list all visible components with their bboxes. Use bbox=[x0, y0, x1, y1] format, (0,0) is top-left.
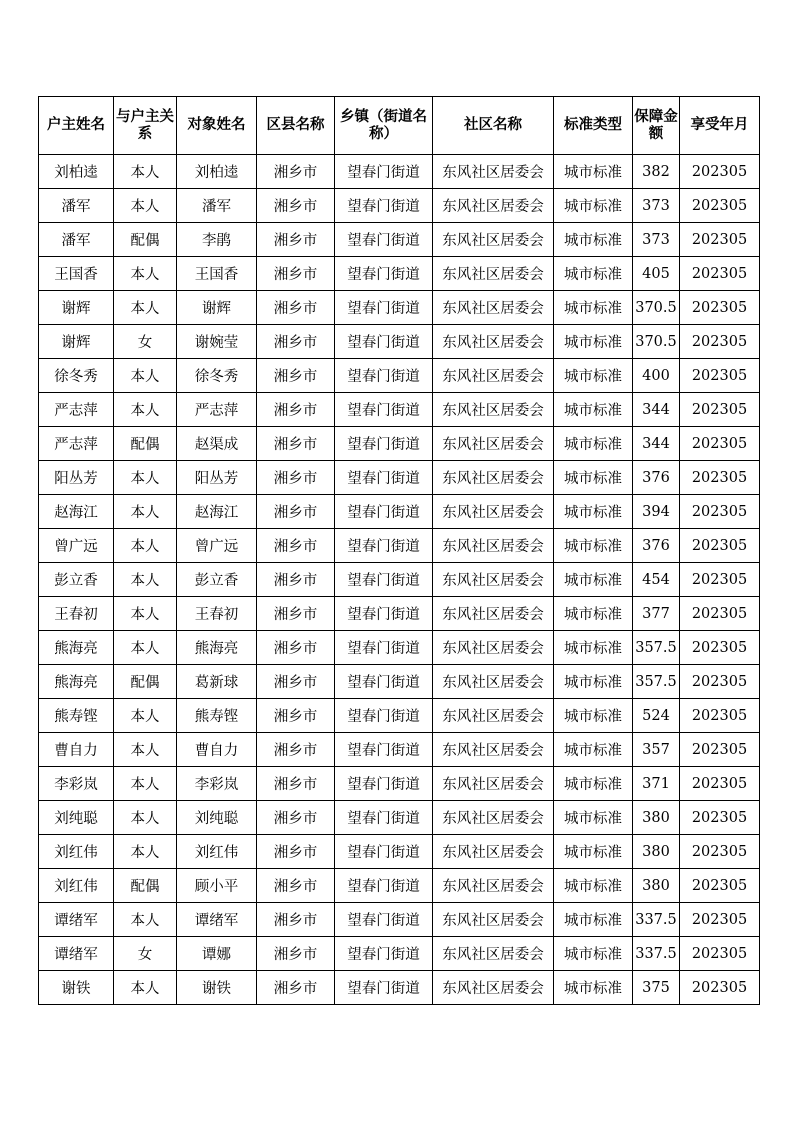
cell-amount: 370.5 bbox=[633, 291, 680, 325]
cell-relation: 本人 bbox=[114, 257, 177, 291]
cell-beneficiary-name: 刘红伟 bbox=[177, 835, 257, 869]
cell-county: 湘乡市 bbox=[257, 189, 335, 223]
cell-relation: 本人 bbox=[114, 903, 177, 937]
table-row bbox=[39, 495, 760, 529]
cell-relation: 本人 bbox=[114, 189, 177, 223]
cell-standard-type: 城市标准 bbox=[554, 903, 633, 937]
table-row bbox=[39, 563, 760, 597]
cell-township: 望春门街道 bbox=[335, 971, 433, 1005]
cell-township: 望春门街道 bbox=[335, 903, 433, 937]
table-row bbox=[39, 597, 760, 631]
cell-standard-type: 城市标准 bbox=[554, 597, 633, 631]
cell-month: 202305 bbox=[680, 189, 760, 223]
cell-community: 东风社区居委会 bbox=[433, 801, 554, 835]
cell-beneficiary-name: 刘柏逵 bbox=[177, 155, 257, 189]
cell-month: 202305 bbox=[680, 597, 760, 631]
cell-amount: 373 bbox=[633, 189, 680, 223]
cell-relation: 本人 bbox=[114, 801, 177, 835]
cell-householder-name: 李彩岚 bbox=[39, 767, 114, 801]
table-row bbox=[39, 529, 760, 563]
cell-standard-type: 城市标准 bbox=[554, 767, 633, 801]
cell-community: 东风社区居委会 bbox=[433, 937, 554, 971]
cell-month: 202305 bbox=[680, 495, 760, 529]
cell-standard-type: 城市标准 bbox=[554, 937, 633, 971]
cell-householder-name: 熊海亮 bbox=[39, 631, 114, 665]
cell-relation: 配偶 bbox=[114, 869, 177, 903]
cell-county: 湘乡市 bbox=[257, 325, 335, 359]
cell-amount: 344 bbox=[633, 393, 680, 427]
table-row bbox=[39, 733, 760, 767]
cell-township: 望春门街道 bbox=[335, 495, 433, 529]
cell-beneficiary-name: 李彩岚 bbox=[177, 767, 257, 801]
cell-standard-type: 城市标准 bbox=[554, 257, 633, 291]
cell-relation: 本人 bbox=[114, 393, 177, 427]
cell-standard-type: 城市标准 bbox=[554, 699, 633, 733]
cell-township: 望春门街道 bbox=[335, 427, 433, 461]
cell-standard-type: 城市标准 bbox=[554, 529, 633, 563]
cell-community: 东风社区居委会 bbox=[433, 393, 554, 427]
cell-county: 湘乡市 bbox=[257, 393, 335, 427]
cell-beneficiary-name: 王国香 bbox=[177, 257, 257, 291]
cell-householder-name: 王春初 bbox=[39, 597, 114, 631]
cell-beneficiary-name: 严志萍 bbox=[177, 393, 257, 427]
cell-relation: 本人 bbox=[114, 529, 177, 563]
cell-beneficiary-name: 徐冬秀 bbox=[177, 359, 257, 393]
cell-township: 望春门街道 bbox=[335, 801, 433, 835]
cell-relation: 本人 bbox=[114, 971, 177, 1005]
cell-standard-type: 城市标准 bbox=[554, 665, 633, 699]
cell-standard-type: 城市标准 bbox=[554, 189, 633, 223]
cell-month: 202305 bbox=[680, 529, 760, 563]
table-row bbox=[39, 665, 760, 699]
cell-amount: 357.5 bbox=[633, 631, 680, 665]
cell-standard-type: 城市标准 bbox=[554, 835, 633, 869]
cell-relation: 女 bbox=[114, 937, 177, 971]
table-row bbox=[39, 801, 760, 835]
cell-community: 东风社区居委会 bbox=[433, 155, 554, 189]
header-community: 社区名称 bbox=[433, 97, 554, 155]
cell-county: 湘乡市 bbox=[257, 223, 335, 257]
cell-month: 202305 bbox=[680, 393, 760, 427]
cell-beneficiary-name: 谭绪军 bbox=[177, 903, 257, 937]
cell-community: 东风社区居委会 bbox=[433, 461, 554, 495]
cell-beneficiary-name: 李鹃 bbox=[177, 223, 257, 257]
cell-standard-type: 城市标准 bbox=[554, 631, 633, 665]
table-row bbox=[39, 971, 760, 1005]
cell-community: 东风社区居委会 bbox=[433, 733, 554, 767]
cell-township: 望春门街道 bbox=[335, 189, 433, 223]
cell-standard-type: 城市标准 bbox=[554, 801, 633, 835]
cell-county: 湘乡市 bbox=[257, 359, 335, 393]
cell-community: 东风社区居委会 bbox=[433, 699, 554, 733]
table-row bbox=[39, 189, 760, 223]
cell-amount: 376 bbox=[633, 461, 680, 495]
cell-township: 望春门街道 bbox=[335, 461, 433, 495]
cell-householder-name: 熊寿铿 bbox=[39, 699, 114, 733]
table-row bbox=[39, 223, 760, 257]
cell-community: 东风社区居委会 bbox=[433, 869, 554, 903]
cell-standard-type: 城市标准 bbox=[554, 971, 633, 1005]
cell-community: 东风社区居委会 bbox=[433, 529, 554, 563]
cell-community: 东风社区居委会 bbox=[433, 767, 554, 801]
cell-standard-type: 城市标准 bbox=[554, 325, 633, 359]
cell-township: 望春门街道 bbox=[335, 563, 433, 597]
cell-township: 望春门街道 bbox=[335, 529, 433, 563]
table-row bbox=[39, 767, 760, 801]
cell-county: 湘乡市 bbox=[257, 699, 335, 733]
cell-beneficiary-name: 顾小平 bbox=[177, 869, 257, 903]
cell-relation: 配偶 bbox=[114, 223, 177, 257]
cell-relation: 本人 bbox=[114, 155, 177, 189]
cell-month: 202305 bbox=[680, 291, 760, 325]
cell-month: 202305 bbox=[680, 937, 760, 971]
table-row bbox=[39, 631, 760, 665]
cell-householder-name: 谭绪军 bbox=[39, 903, 114, 937]
cell-standard-type: 城市标准 bbox=[554, 495, 633, 529]
cell-beneficiary-name: 彭立香 bbox=[177, 563, 257, 597]
cell-amount: 382 bbox=[633, 155, 680, 189]
header-row bbox=[39, 97, 760, 155]
cell-county: 湘乡市 bbox=[257, 631, 335, 665]
cell-community: 东风社区居委会 bbox=[433, 971, 554, 1005]
cell-township: 望春门街道 bbox=[335, 291, 433, 325]
cell-community: 东风社区居委会 bbox=[433, 359, 554, 393]
cell-county: 湘乡市 bbox=[257, 155, 335, 189]
cell-relation: 女 bbox=[114, 325, 177, 359]
header-householder-name: 户主姓名 bbox=[39, 97, 114, 155]
cell-community: 东风社区居委会 bbox=[433, 903, 554, 937]
cell-township: 望春门街道 bbox=[335, 155, 433, 189]
table-row bbox=[39, 325, 760, 359]
table-row bbox=[39, 359, 760, 393]
cell-amount: 454 bbox=[633, 563, 680, 597]
cell-community: 东风社区居委会 bbox=[433, 325, 554, 359]
table-row bbox=[39, 257, 760, 291]
cell-month: 202305 bbox=[680, 257, 760, 291]
cell-county: 湘乡市 bbox=[257, 257, 335, 291]
cell-householder-name: 刘纯聪 bbox=[39, 801, 114, 835]
cell-township: 望春门街道 bbox=[335, 869, 433, 903]
cell-township: 望春门街道 bbox=[335, 699, 433, 733]
cell-beneficiary-name: 曹自力 bbox=[177, 733, 257, 767]
cell-county: 湘乡市 bbox=[257, 461, 335, 495]
cell-beneficiary-name: 熊海亮 bbox=[177, 631, 257, 665]
cell-amount: 400 bbox=[633, 359, 680, 393]
cell-community: 东风社区居委会 bbox=[433, 495, 554, 529]
cell-month: 202305 bbox=[680, 155, 760, 189]
table-row bbox=[39, 393, 760, 427]
cell-month: 202305 bbox=[680, 223, 760, 257]
cell-standard-type: 城市标准 bbox=[554, 291, 633, 325]
cell-month: 202305 bbox=[680, 461, 760, 495]
header-amount: 保障金额 bbox=[633, 97, 680, 155]
cell-county: 湘乡市 bbox=[257, 835, 335, 869]
table-row bbox=[39, 835, 760, 869]
table-row bbox=[39, 461, 760, 495]
cell-standard-type: 城市标准 bbox=[554, 427, 633, 461]
cell-beneficiary-name: 谢婉莹 bbox=[177, 325, 257, 359]
cell-householder-name: 刘红伟 bbox=[39, 835, 114, 869]
cell-county: 湘乡市 bbox=[257, 291, 335, 325]
cell-beneficiary-name: 潘军 bbox=[177, 189, 257, 223]
cell-county: 湘乡市 bbox=[257, 665, 335, 699]
cell-householder-name: 曹自力 bbox=[39, 733, 114, 767]
cell-county: 湘乡市 bbox=[257, 903, 335, 937]
cell-relation: 本人 bbox=[114, 631, 177, 665]
cell-county: 湘乡市 bbox=[257, 529, 335, 563]
cell-relation: 本人 bbox=[114, 733, 177, 767]
cell-householder-name: 谢辉 bbox=[39, 291, 114, 325]
cell-relation: 本人 bbox=[114, 495, 177, 529]
cell-month: 202305 bbox=[680, 903, 760, 937]
cell-township: 望春门街道 bbox=[335, 393, 433, 427]
cell-householder-name: 阳丛芳 bbox=[39, 461, 114, 495]
cell-township: 望春门街道 bbox=[335, 631, 433, 665]
cell-township: 望春门街道 bbox=[335, 733, 433, 767]
cell-householder-name: 熊海亮 bbox=[39, 665, 114, 699]
cell-standard-type: 城市标准 bbox=[554, 461, 633, 495]
cell-householder-name: 谢辉 bbox=[39, 325, 114, 359]
cell-month: 202305 bbox=[680, 665, 760, 699]
cell-beneficiary-name: 谭娜 bbox=[177, 937, 257, 971]
cell-township: 望春门街道 bbox=[335, 597, 433, 631]
table-row bbox=[39, 155, 760, 189]
cell-month: 202305 bbox=[680, 563, 760, 597]
cell-county: 湘乡市 bbox=[257, 495, 335, 529]
header-township: 乡镇（街道名称） bbox=[335, 97, 433, 155]
header-county: 区县名称 bbox=[257, 97, 335, 155]
cell-relation: 本人 bbox=[114, 767, 177, 801]
cell-householder-name: 严志萍 bbox=[39, 427, 114, 461]
cell-relation: 配偶 bbox=[114, 665, 177, 699]
cell-month: 202305 bbox=[680, 325, 760, 359]
cell-county: 湘乡市 bbox=[257, 801, 335, 835]
table-row bbox=[39, 937, 760, 971]
cell-beneficiary-name: 谢铁 bbox=[177, 971, 257, 1005]
cell-amount: 357 bbox=[633, 733, 680, 767]
cell-community: 东风社区居委会 bbox=[433, 257, 554, 291]
cell-householder-name: 谢铁 bbox=[39, 971, 114, 1005]
cell-householder-name: 彭立香 bbox=[39, 563, 114, 597]
cell-relation: 本人 bbox=[114, 461, 177, 495]
cell-township: 望春门街道 bbox=[335, 325, 433, 359]
table-row bbox=[39, 291, 760, 325]
cell-township: 望春门街道 bbox=[335, 937, 433, 971]
cell-standard-type: 城市标准 bbox=[554, 155, 633, 189]
cell-householder-name: 刘红伟 bbox=[39, 869, 114, 903]
cell-amount: 373 bbox=[633, 223, 680, 257]
cell-beneficiary-name: 谢辉 bbox=[177, 291, 257, 325]
cell-standard-type: 城市标准 bbox=[554, 393, 633, 427]
cell-county: 湘乡市 bbox=[257, 971, 335, 1005]
cell-community: 东风社区居委会 bbox=[433, 665, 554, 699]
cell-beneficiary-name: 曾广远 bbox=[177, 529, 257, 563]
cell-community: 东风社区居委会 bbox=[433, 597, 554, 631]
cell-standard-type: 城市标准 bbox=[554, 359, 633, 393]
cell-beneficiary-name: 赵海江 bbox=[177, 495, 257, 529]
cell-amount: 371 bbox=[633, 767, 680, 801]
cell-month: 202305 bbox=[680, 767, 760, 801]
cell-standard-type: 城市标准 bbox=[554, 733, 633, 767]
cell-community: 东风社区居委会 bbox=[433, 631, 554, 665]
cell-householder-name: 王国香 bbox=[39, 257, 114, 291]
cell-township: 望春门街道 bbox=[335, 359, 433, 393]
table-row bbox=[39, 699, 760, 733]
cell-month: 202305 bbox=[680, 801, 760, 835]
cell-month: 202305 bbox=[680, 733, 760, 767]
cell-householder-name: 严志萍 bbox=[39, 393, 114, 427]
cell-relation: 本人 bbox=[114, 597, 177, 631]
cell-amount: 524 bbox=[633, 699, 680, 733]
header-month: 享受年月 bbox=[680, 97, 760, 155]
cell-amount: 375 bbox=[633, 971, 680, 1005]
cell-county: 湘乡市 bbox=[257, 597, 335, 631]
cell-county: 湘乡市 bbox=[257, 869, 335, 903]
cell-amount: 357.5 bbox=[633, 665, 680, 699]
header-standard-type: 标准类型 bbox=[554, 97, 633, 155]
cell-county: 湘乡市 bbox=[257, 767, 335, 801]
cell-community: 东风社区居委会 bbox=[433, 223, 554, 257]
table-row bbox=[39, 869, 760, 903]
cell-county: 湘乡市 bbox=[257, 563, 335, 597]
cell-amount: 337.5 bbox=[633, 903, 680, 937]
cell-amount: 405 bbox=[633, 257, 680, 291]
cell-beneficiary-name: 葛新球 bbox=[177, 665, 257, 699]
cell-beneficiary-name: 阳丛芳 bbox=[177, 461, 257, 495]
cell-month: 202305 bbox=[680, 359, 760, 393]
cell-township: 望春门街道 bbox=[335, 223, 433, 257]
cell-relation: 配偶 bbox=[114, 427, 177, 461]
table-row bbox=[39, 903, 760, 937]
cell-county: 湘乡市 bbox=[257, 937, 335, 971]
cell-township: 望春门街道 bbox=[335, 257, 433, 291]
cell-relation: 本人 bbox=[114, 359, 177, 393]
table-body bbox=[39, 155, 760, 1005]
cell-community: 东风社区居委会 bbox=[433, 563, 554, 597]
header-beneficiary-name: 对象姓名 bbox=[177, 97, 257, 155]
cell-community: 东风社区居委会 bbox=[433, 291, 554, 325]
cell-beneficiary-name: 刘纯聪 bbox=[177, 801, 257, 835]
cell-amount: 380 bbox=[633, 801, 680, 835]
cell-householder-name: 赵海江 bbox=[39, 495, 114, 529]
cell-community: 东风社区居委会 bbox=[433, 835, 554, 869]
cell-amount: 376 bbox=[633, 529, 680, 563]
cell-community: 东风社区居委会 bbox=[433, 427, 554, 461]
cell-county: 湘乡市 bbox=[257, 427, 335, 461]
cell-amount: 394 bbox=[633, 495, 680, 529]
cell-beneficiary-name: 王春初 bbox=[177, 597, 257, 631]
cell-relation: 本人 bbox=[114, 699, 177, 733]
cell-amount: 380 bbox=[633, 869, 680, 903]
cell-township: 望春门街道 bbox=[335, 767, 433, 801]
cell-month: 202305 bbox=[680, 631, 760, 665]
cell-month: 202305 bbox=[680, 835, 760, 869]
cell-relation: 本人 bbox=[114, 291, 177, 325]
assistance-table bbox=[38, 96, 760, 1005]
cell-householder-name: 潘军 bbox=[39, 189, 114, 223]
cell-county: 湘乡市 bbox=[257, 733, 335, 767]
cell-householder-name: 曾广远 bbox=[39, 529, 114, 563]
cell-township: 望春门街道 bbox=[335, 665, 433, 699]
cell-amount: 380 bbox=[633, 835, 680, 869]
cell-community: 东风社区居委会 bbox=[433, 189, 554, 223]
cell-beneficiary-name: 熊寿铿 bbox=[177, 699, 257, 733]
cell-amount: 344 bbox=[633, 427, 680, 461]
cell-month: 202305 bbox=[680, 869, 760, 903]
header-relation: 与户主关系 bbox=[114, 97, 177, 155]
cell-amount: 377 bbox=[633, 597, 680, 631]
cell-month: 202305 bbox=[680, 427, 760, 461]
cell-relation: 本人 bbox=[114, 563, 177, 597]
cell-standard-type: 城市标准 bbox=[554, 563, 633, 597]
cell-standard-type: 城市标准 bbox=[554, 869, 633, 903]
cell-standard-type: 城市标准 bbox=[554, 223, 633, 257]
cell-township: 望春门街道 bbox=[335, 835, 433, 869]
cell-month: 202305 bbox=[680, 971, 760, 1005]
cell-month: 202305 bbox=[680, 699, 760, 733]
cell-amount: 337.5 bbox=[633, 937, 680, 971]
cell-relation: 本人 bbox=[114, 835, 177, 869]
cell-amount: 370.5 bbox=[633, 325, 680, 359]
cell-householder-name: 潘军 bbox=[39, 223, 114, 257]
cell-householder-name: 谭绪军 bbox=[39, 937, 114, 971]
cell-householder-name: 刘柏逵 bbox=[39, 155, 114, 189]
cell-householder-name: 徐冬秀 bbox=[39, 359, 114, 393]
table-row bbox=[39, 427, 760, 461]
cell-beneficiary-name: 赵渠成 bbox=[177, 427, 257, 461]
